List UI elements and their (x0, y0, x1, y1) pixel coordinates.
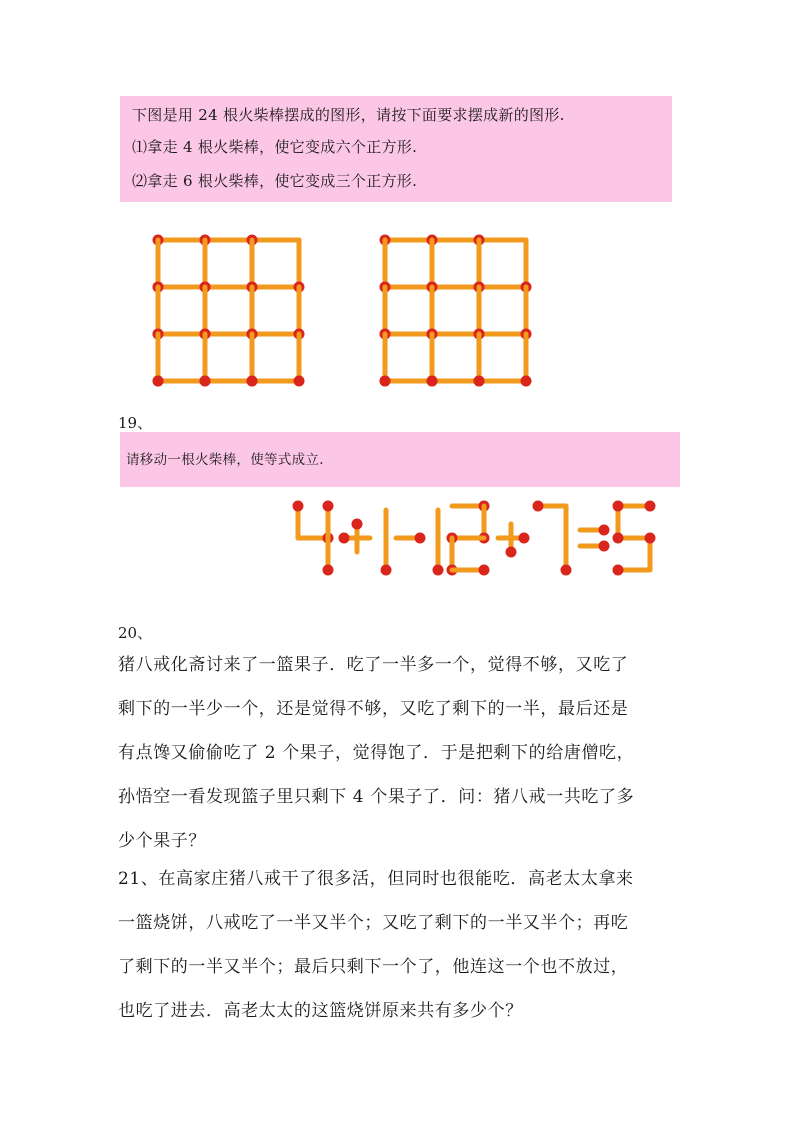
q20-line-5: 少个果子？ (118, 831, 206, 851)
match-head (339, 533, 350, 544)
match-head (294, 376, 305, 387)
q18-instruction-box (120, 96, 672, 202)
q20-line-3: 有点馋又偷偷吃了 2 个果子，觉得饱了．于是把剩下的给唐僧吃， (118, 743, 635, 763)
match-head (613, 501, 624, 512)
match-head (352, 519, 363, 530)
match-head (323, 565, 334, 576)
match-head (613, 533, 624, 544)
q21-line-2: 一篮烧饼，八戒吃了一半又半个；又吃了剩下的一半又半个；再吃 (118, 913, 629, 933)
match-head (645, 533, 656, 544)
q20-number: 20、 (118, 624, 153, 642)
match-head (293, 501, 304, 512)
match-head (506, 547, 517, 558)
matchstick-grid-left (148, 228, 318, 388)
q18-requirement-2: ⑵拿走 6 根火柴棒，使它变成三个正方形. (132, 172, 418, 190)
q21-line-1: 21、在高家庄猪八戒干了很多活，但同时也很能吃．高老太太拿来 (118, 869, 634, 889)
match-head (479, 565, 490, 576)
match-head (599, 541, 610, 552)
match-head (533, 501, 544, 512)
match-head (519, 533, 530, 544)
matchstick-equation (288, 498, 668, 580)
match-head (613, 565, 624, 576)
match-head (247, 376, 258, 387)
match-head (599, 525, 610, 536)
matchstick-grid-right (375, 228, 545, 388)
q19-instruction-box (120, 432, 680, 487)
match-head (561, 565, 572, 576)
q18-intro-text: 下图是用 24 根火柴棒摆成的图形，请按下面要求摆成新的图形. (132, 106, 565, 124)
match-head (433, 565, 444, 576)
match-head (200, 376, 211, 387)
match-head (645, 501, 656, 512)
match-head (381, 565, 392, 576)
match-head (415, 533, 426, 544)
q20-line-2: 剩下的一半少一个，还是觉得不够，又吃了剩下的一半，最后还是 (118, 699, 629, 719)
match-head (427, 376, 438, 387)
q20-line-4: 孙悟空一看发现篮子里只剩下 4 个果子了．问：猪八戒一共吃了多 (118, 787, 635, 807)
match-head (153, 376, 164, 387)
q21-line-4: 也吃了进去．高老太太的这篮烧饼原来共有多少个？ (118, 1001, 523, 1021)
q18-requirement-1: ⑴拿走 4 根火柴棒，使它变成六个正方形. (132, 138, 418, 156)
match-head (380, 376, 391, 387)
match-head (474, 376, 485, 387)
match-head (323, 501, 334, 512)
q19-number: 19、 (118, 414, 153, 432)
q19-prompt: 请移动一根火柴棒，使等式成立. (126, 452, 324, 468)
q21-line-3: 了剩下的一半又半个；最后只剩下一个了，他连这一个也不放过， (118, 957, 629, 977)
q20-line-1: 猪八戒化斋讨来了一篮果子．吃了一半多一个，觉得不够，又吃了 (118, 655, 629, 675)
match-head (521, 376, 532, 387)
